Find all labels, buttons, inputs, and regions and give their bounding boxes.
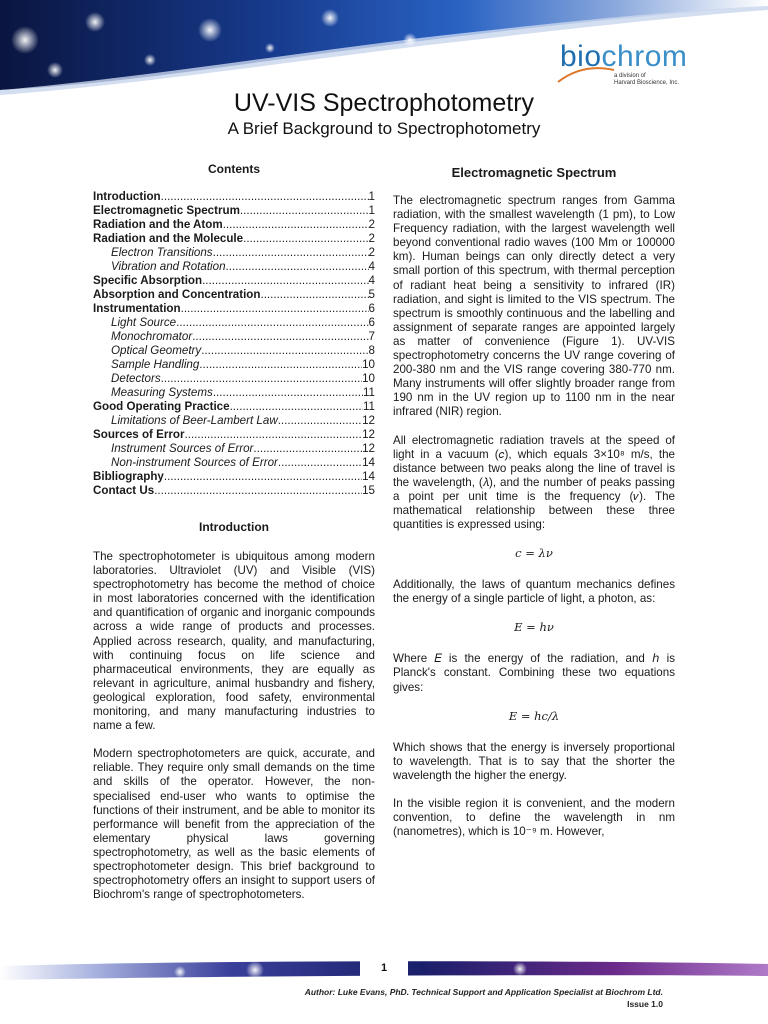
toc-entry-title: Monochromator	[111, 330, 193, 343]
toc-entry[interactable]	[93, 400, 375, 414]
toc-entry-title: Contact Us	[93, 484, 155, 497]
toc-entry-page: 11	[362, 386, 375, 399]
toc-leader-dots	[223, 218, 369, 232]
toc-entry-page: 10	[362, 372, 375, 385]
toc-entry[interactable]	[93, 428, 375, 442]
toc-entry-page: 1	[368, 190, 375, 203]
toc-entry-page: 11	[362, 400, 375, 413]
toc-entry[interactable]	[93, 218, 375, 232]
toc-leader-dots	[278, 414, 362, 428]
toc-entry-title: Optical Geometry	[111, 344, 202, 357]
toc-leader-dots	[192, 330, 368, 344]
toc-entry[interactable]	[93, 372, 375, 386]
toc-leader-dots	[202, 274, 368, 288]
toc-leader-dots	[176, 316, 368, 330]
toc-entry-title: Introduction	[93, 190, 161, 203]
toc-entry-title: Electromagnetic Spectrum	[93, 204, 240, 217]
toc-leader-dots	[240, 204, 369, 218]
toc-leader-dots	[161, 190, 369, 204]
toc-entry-title: Sources of Error	[93, 428, 185, 441]
toc-entry[interactable]	[93, 484, 375, 498]
biochrom-logo[interactable]	[556, 40, 696, 90]
toc-leader-dots	[201, 344, 368, 358]
toc-leader-dots	[278, 456, 362, 470]
toc-entry-title: Radiation and the Atom	[93, 218, 223, 231]
toc-entry[interactable]	[93, 414, 375, 428]
equation-combined: E = hc/λ	[508, 708, 560, 723]
toc-entry-page: 14	[362, 456, 375, 469]
toc-leader-dots	[260, 288, 368, 302]
toc-entry-title: Instrument Sources of Error	[111, 442, 254, 455]
toc-entry[interactable]	[93, 330, 375, 344]
toc-entry-page: 2	[368, 218, 375, 231]
toc-entry[interactable]	[93, 246, 375, 260]
toc-entry-page: 15	[362, 484, 375, 497]
em-paragraph-4: Where 𝐸 is the energy of the radiation, and ℎ is Planck's constant. Combining these two equations gives:	[393, 652, 675, 694]
toc-entry[interactable]	[93, 442, 375, 456]
toc-entry-title: Specific Absorption	[93, 274, 203, 287]
toc-leader-dots	[243, 232, 368, 246]
toc-entry-title: Sample Handling	[111, 358, 200, 371]
toc-entry-page: 14	[362, 470, 375, 483]
toc-entry-page: 2	[368, 246, 375, 259]
toc-entry[interactable]	[93, 358, 375, 372]
left-column	[93, 160, 375, 916]
toc-leader-dots	[185, 428, 363, 442]
logo-subtitle: a division of	[614, 73, 646, 79]
toc-entry[interactable]	[93, 302, 375, 316]
contents-heading: Contents	[208, 162, 260, 176]
em-spectrum-heading: Electromagnetic Spectrum	[451, 165, 617, 180]
toc-leader-dots	[154, 484, 362, 498]
toc-leader-dots	[213, 246, 369, 260]
toc-leader-dots	[253, 442, 362, 456]
toc-entry-title: Non-instrument Sources of Error	[111, 456, 278, 469]
introduction-paragraph-2: Modern spectrophotometers are quick, accurate, and reliable. They require only small demands on the time and skills of the operator. However, the non-specialised end-user who wants to optimise the functions of their instrument, and be able to monitor its performance will benefit from the appreciation of the elementary physical laws governing spectrophotometry, as well as the basic elements of spectrophotometer design. This brief background to spectrophotometry offers an insight to support users of Biochrom's range of spectrophotometers.	[93, 747, 375, 902]
logo-wordmark: biochrom	[560, 40, 688, 73]
toc-leader-dots	[181, 302, 369, 316]
toc-entry-page: 12	[362, 428, 375, 441]
toc-entry-title: Vibration and Rotation	[111, 260, 226, 273]
equation-speed-of-light: c = λν	[515, 546, 553, 561]
toc-entry[interactable]	[93, 386, 375, 400]
toc-entry-title: Measuring Systems	[111, 386, 213, 399]
introduction-paragraph-1: The spectrophotometer is ubiquitous among modern laboratories. Ultraviolet (UV) and Visible (VIS) spectrophotometry has become the method of choice in most laboratories concerned with the identification and quantification of organic and inorganic compounds across a wide range of products and processes. Applied across research, quality, and manufacturing, with continuing focus on life science and pharmaceutical environments, they are equally as relevant in agriculture, animal husbandry and fishery, geological exploration, food safety, environmental monitoring, and many manufacturing industries to name a few.	[93, 550, 375, 733]
toc-entry[interactable]	[93, 470, 375, 484]
toc-entry[interactable]	[93, 190, 375, 204]
toc-entry[interactable]	[93, 274, 375, 288]
toc-entry-page: 2	[368, 232, 375, 245]
toc-leader-dots	[199, 358, 362, 372]
toc-leader-dots	[213, 386, 363, 400]
equation-photon-energy: E = hν	[514, 620, 554, 635]
document-title: UV-VIS Spectrophotometry	[233, 89, 535, 117]
em-paragraph-5: Which shows that the energy is inversely proportional to wavelength. That is to say that the shorter the wavelength the higher the energy.	[393, 740, 675, 782]
introduction-heading: Introduction	[199, 520, 269, 534]
toc-entry[interactable]	[93, 288, 375, 302]
logo-parent-company: Harvard Bioscience, Inc.	[614, 80, 680, 86]
toc-leader-dots	[230, 400, 363, 414]
toc-entry[interactable]	[93, 260, 375, 274]
toc-entry-title: Bibliography	[93, 470, 164, 483]
toc-entry-page: 6	[368, 302, 375, 315]
toc-entry-title: Radiation and the Molecule	[93, 232, 244, 245]
toc-entry-page: 12	[362, 414, 375, 427]
toc-entry-title: Light Source	[111, 316, 177, 329]
toc-entry[interactable]	[93, 456, 375, 470]
toc-entry-page: 8	[368, 344, 375, 357]
toc-entry-title: Limitations of Beer-Lambert Law	[111, 414, 278, 427]
toc-entry[interactable]	[93, 232, 375, 246]
toc-entry-title: Detectors	[111, 372, 161, 385]
em-paragraph-6: In the visible region it is convenient, and the modern convention, to define the wavelength in nm (nanometres), which is 10⁻⁹ m. However,	[393, 796, 675, 839]
toc-entry[interactable]	[93, 204, 375, 218]
toc-entry-title: Electron Transitions	[111, 246, 213, 259]
toc-entry-title: Good Operating Practice	[93, 400, 230, 413]
page-number: 1	[380, 962, 388, 974]
toc-entry-page: 4	[368, 274, 375, 287]
document-subtitle: A Brief Background to Spectrophotometry	[227, 119, 541, 138]
toc-entry[interactable]	[93, 344, 375, 358]
table-of-contents	[93, 190, 375, 498]
toc-entry-page: 5	[368, 288, 375, 301]
toc-leader-dots	[161, 372, 362, 386]
issue-number: Issue 1.0	[627, 999, 663, 1009]
toc-leader-dots	[226, 260, 369, 274]
toc-entry[interactable]	[93, 316, 375, 330]
toc-entry-page: 1	[368, 204, 375, 217]
toc-entry-title: Absorption and Concentration	[93, 288, 261, 301]
em-paragraph-1: The electromagnetic spectrum ranges from Gamma radiation, with the smallest wavelength (1 pm), to Low Frequency radiation, with the largest wavelength well beyond conventional radio waves (100 Mm or 100000 km). Human beings can only directly detect a very small portion of this spectrum, with thermal perception of radiant heat being a sensitivity to infrared (IR) radiation, and sight is limited to the VIS spectrum. The spectrum is smoothly continuous and the labelling and assignment of separate ranges are appointed largely as matter of convenience (Figure 1). UV-VIS spectrophotometry concerns the UV range covering of 200-380 nm and the VIS range covering 380-770 nm. Many instruments will offer slightly broader range from 190 nm in the UV region up to 1100 nm in the near infrared (NIR) region.	[393, 194, 675, 419]
toc-entry-page: 4	[368, 260, 375, 273]
author-credit: Author: Luke Evans, PhD. Technical Support and Application Specialist at Biochrom Ltd.	[304, 987, 663, 997]
em-paragraph-3: Additionally, the laws of quantum mechanics defines the energy of a single particle of light, a photon, as:	[393, 578, 675, 606]
em-paragraph-2: All electromagnetic radiation travels at the speed of light in a vacuum (𝑐), which equals 3×10⁸ m/s, the distance between two peaks along the line of travel is the wavelength, (𝜆), and the number of peaks passing a point per unit time is the frequency (𝜈). The mathematical relationship between these three quantities is expressed using:	[393, 433, 675, 532]
toc-entry-title: Instrumentation	[93, 302, 181, 315]
toc-leader-dots	[164, 470, 362, 484]
toc-entry-page: 6	[368, 316, 375, 329]
toc-entry-page: 10	[362, 358, 375, 371]
right-column	[393, 160, 675, 853]
toc-entry-page: 12	[362, 442, 375, 455]
toc-entry-page: 7	[368, 330, 375, 343]
